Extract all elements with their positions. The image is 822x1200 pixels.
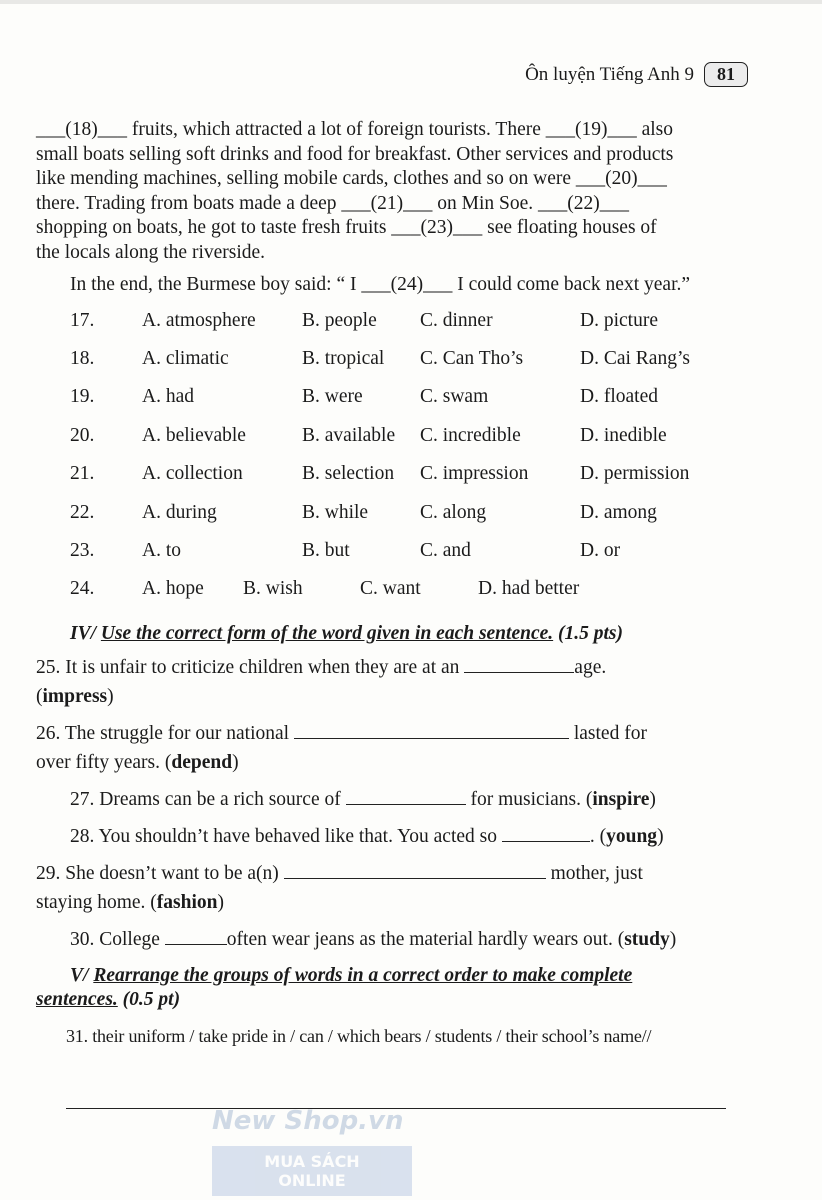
- page-top-edge: [0, 0, 822, 4]
- question-30: 30. College often wear jeans as the material hardly wears out. (study): [70, 928, 677, 950]
- option-c: C. Can Tho’s: [420, 347, 524, 369]
- book-title: Ôn luyện Tiếng Anh 9: [525, 63, 694, 85]
- question-number: 22.: [70, 501, 95, 523]
- question-text: .: [589, 825, 600, 847]
- question-text: staying home.: [36, 891, 151, 913]
- option-c: C. dinner: [420, 309, 493, 331]
- option-c: C. incredible: [420, 424, 521, 446]
- option-b: B. people: [302, 309, 377, 331]
- question-25: 25. It is unfair to criticize children when they are at an age. (impress): [36, 656, 607, 707]
- question-number: 24.: [70, 578, 95, 600]
- option-c: C. want: [360, 578, 421, 600]
- option-d: D. or: [580, 539, 621, 561]
- option-d: D. permission: [580, 463, 690, 485]
- page-content: [36, 118, 730, 1051]
- answer-blank[interactable]: [464, 658, 574, 673]
- option-b: B. selection: [302, 463, 395, 485]
- option-d: D. picture: [580, 309, 658, 331]
- passage-line: like mending machines, selling mobile cards, clothes and so on were ___(20)___: [36, 168, 667, 190]
- option-c: C. along: [420, 501, 487, 523]
- watermark-logo: New Shop.vn: [212, 1106, 404, 1136]
- option-row: [36, 425, 730, 463]
- section-v-heading: [36, 964, 730, 988]
- option-b: B. wish: [243, 578, 303, 600]
- passage-line: there. Trading from boats made a deep ___(21)___ on Min Soe. ___(22)___: [36, 192, 630, 214]
- question-text: 31. their uniform / take pride in / can / which bears / students / their school’s name//: [66, 1025, 652, 1046]
- watermark-tag: MUA SÁCH ONLINE: [212, 1146, 412, 1196]
- given-word: young: [606, 825, 658, 847]
- question-text: for musicians.: [465, 788, 586, 810]
- option-a: A. atmosphere: [142, 309, 256, 331]
- question-27: 27. Dreams can be a rich source of for musicians. (inspire): [70, 788, 656, 810]
- reading-passage: [36, 118, 730, 266]
- option-d: D. among: [580, 501, 657, 523]
- option-b: B. available: [302, 424, 396, 446]
- passage-line: ___(18)___ fruits, which attracted a lot of foreign tourists. There ___(19)___ also: [36, 119, 674, 140]
- passage-line: shopping on boats, he got to taste fresh fruits ___(23)___ see floating houses of: [36, 217, 657, 239]
- given-word: study: [624, 928, 670, 950]
- question-number: 17.: [70, 309, 95, 331]
- answer-options: [36, 310, 730, 617]
- option-d: D. inedible: [580, 424, 667, 446]
- option-a: A. hope: [142, 578, 204, 600]
- section-points: (0.5 pt): [117, 988, 181, 1010]
- option-b: B. tropical: [302, 347, 385, 369]
- question-number: 19.: [70, 386, 95, 408]
- option-d: D. had better: [478, 578, 580, 600]
- question-text: age.: [574, 656, 607, 678]
- option-row: [36, 310, 730, 348]
- question-28: 28. You shouldn’t have behaved like that. You acted so . (young): [70, 825, 664, 847]
- option-d: D. Cai Rang’s: [580, 347, 690, 369]
- question-number: 23.: [70, 539, 95, 561]
- given-word: impress: [42, 685, 108, 707]
- question-text: mother, just: [545, 862, 643, 884]
- option-a: A. had: [142, 386, 194, 408]
- option-row: [36, 463, 730, 501]
- page-header: [525, 62, 748, 87]
- question-31: [36, 1022, 730, 1051]
- option-c: C. impression: [420, 463, 529, 485]
- option-a: A. to: [142, 539, 181, 561]
- option-a: A. climatic: [142, 347, 229, 369]
- question-number: 21.: [70, 463, 95, 485]
- option-a: A. during: [142, 501, 217, 523]
- section-number: IV/: [70, 622, 101, 644]
- option-b: B. while: [302, 501, 369, 523]
- option-c: C. and: [420, 539, 471, 561]
- question-26: 26. The struggle for our national lasted for over fifty years. (depend): [36, 722, 647, 773]
- passage-line: small boats selling soft drinks and food for breakfast. Other services and products: [36, 143, 674, 165]
- watermark: [212, 1106, 412, 1196]
- answer-blank[interactable]: [502, 827, 590, 842]
- question-text: 26. The struggle for our national: [36, 722, 294, 744]
- section-title: Use the correct form of the word given in each sentence.: [100, 622, 554, 644]
- question-number: 18.: [70, 347, 95, 369]
- option-a: A. collection: [142, 463, 243, 485]
- question-text: 28. You shouldn’t have behaved like that. You acted so: [70, 825, 502, 847]
- closing-sentence: In the end, the Burmese boy said: “ I ___(24)___ I could come back next year.”: [70, 273, 691, 295]
- passage-line: the locals along the riverside.: [36, 241, 266, 263]
- question-text: 25. It is unfair to criticize children when they are at an: [36, 656, 465, 678]
- question-text: 29. She doesn’t want to be a(n): [36, 862, 284, 884]
- option-d: D. floated: [580, 386, 658, 408]
- question-text: over fifty years.: [36, 751, 165, 773]
- answer-blank[interactable]: [284, 864, 546, 879]
- question-text: 30. College: [70, 928, 165, 950]
- option-row: [36, 502, 730, 540]
- answer-blank[interactable]: [165, 930, 227, 945]
- section-points: (1.5 pts): [553, 622, 624, 644]
- section-title: Rearrange the groups of words in a correct order to make complete: [93, 964, 633, 986]
- section-iv-heading: [70, 623, 730, 645]
- option-row: [36, 348, 730, 386]
- question-text: lasted for: [568, 722, 647, 744]
- answer-blank[interactable]: [294, 724, 569, 739]
- option-b: B. but: [302, 539, 350, 561]
- option-c: C. swam: [420, 386, 489, 408]
- given-word: inspire: [592, 788, 650, 810]
- option-row: [36, 386, 730, 424]
- question-29: 29. She doesn’t want to be a(n) mother, just staying home. (fashion): [36, 862, 643, 913]
- given-word: fashion: [156, 891, 218, 913]
- section-v-heading-cont: [36, 988, 730, 1012]
- question-text: often wear jeans as the material hardly wears out.: [226, 928, 618, 950]
- option-row: [36, 540, 730, 578]
- section-title: sentences.: [36, 988, 118, 1010]
- page-number: 81: [704, 62, 748, 87]
- option-a: A. believable: [142, 424, 246, 446]
- question-text: 27. Dreams can be a rich source of: [70, 788, 346, 810]
- answer-blank[interactable]: [346, 790, 466, 805]
- given-word: depend: [171, 751, 233, 773]
- section-number: V/: [70, 964, 94, 986]
- option-b: B. were: [302, 386, 363, 408]
- question-number: 20.: [70, 424, 95, 446]
- option-row: [36, 578, 730, 616]
